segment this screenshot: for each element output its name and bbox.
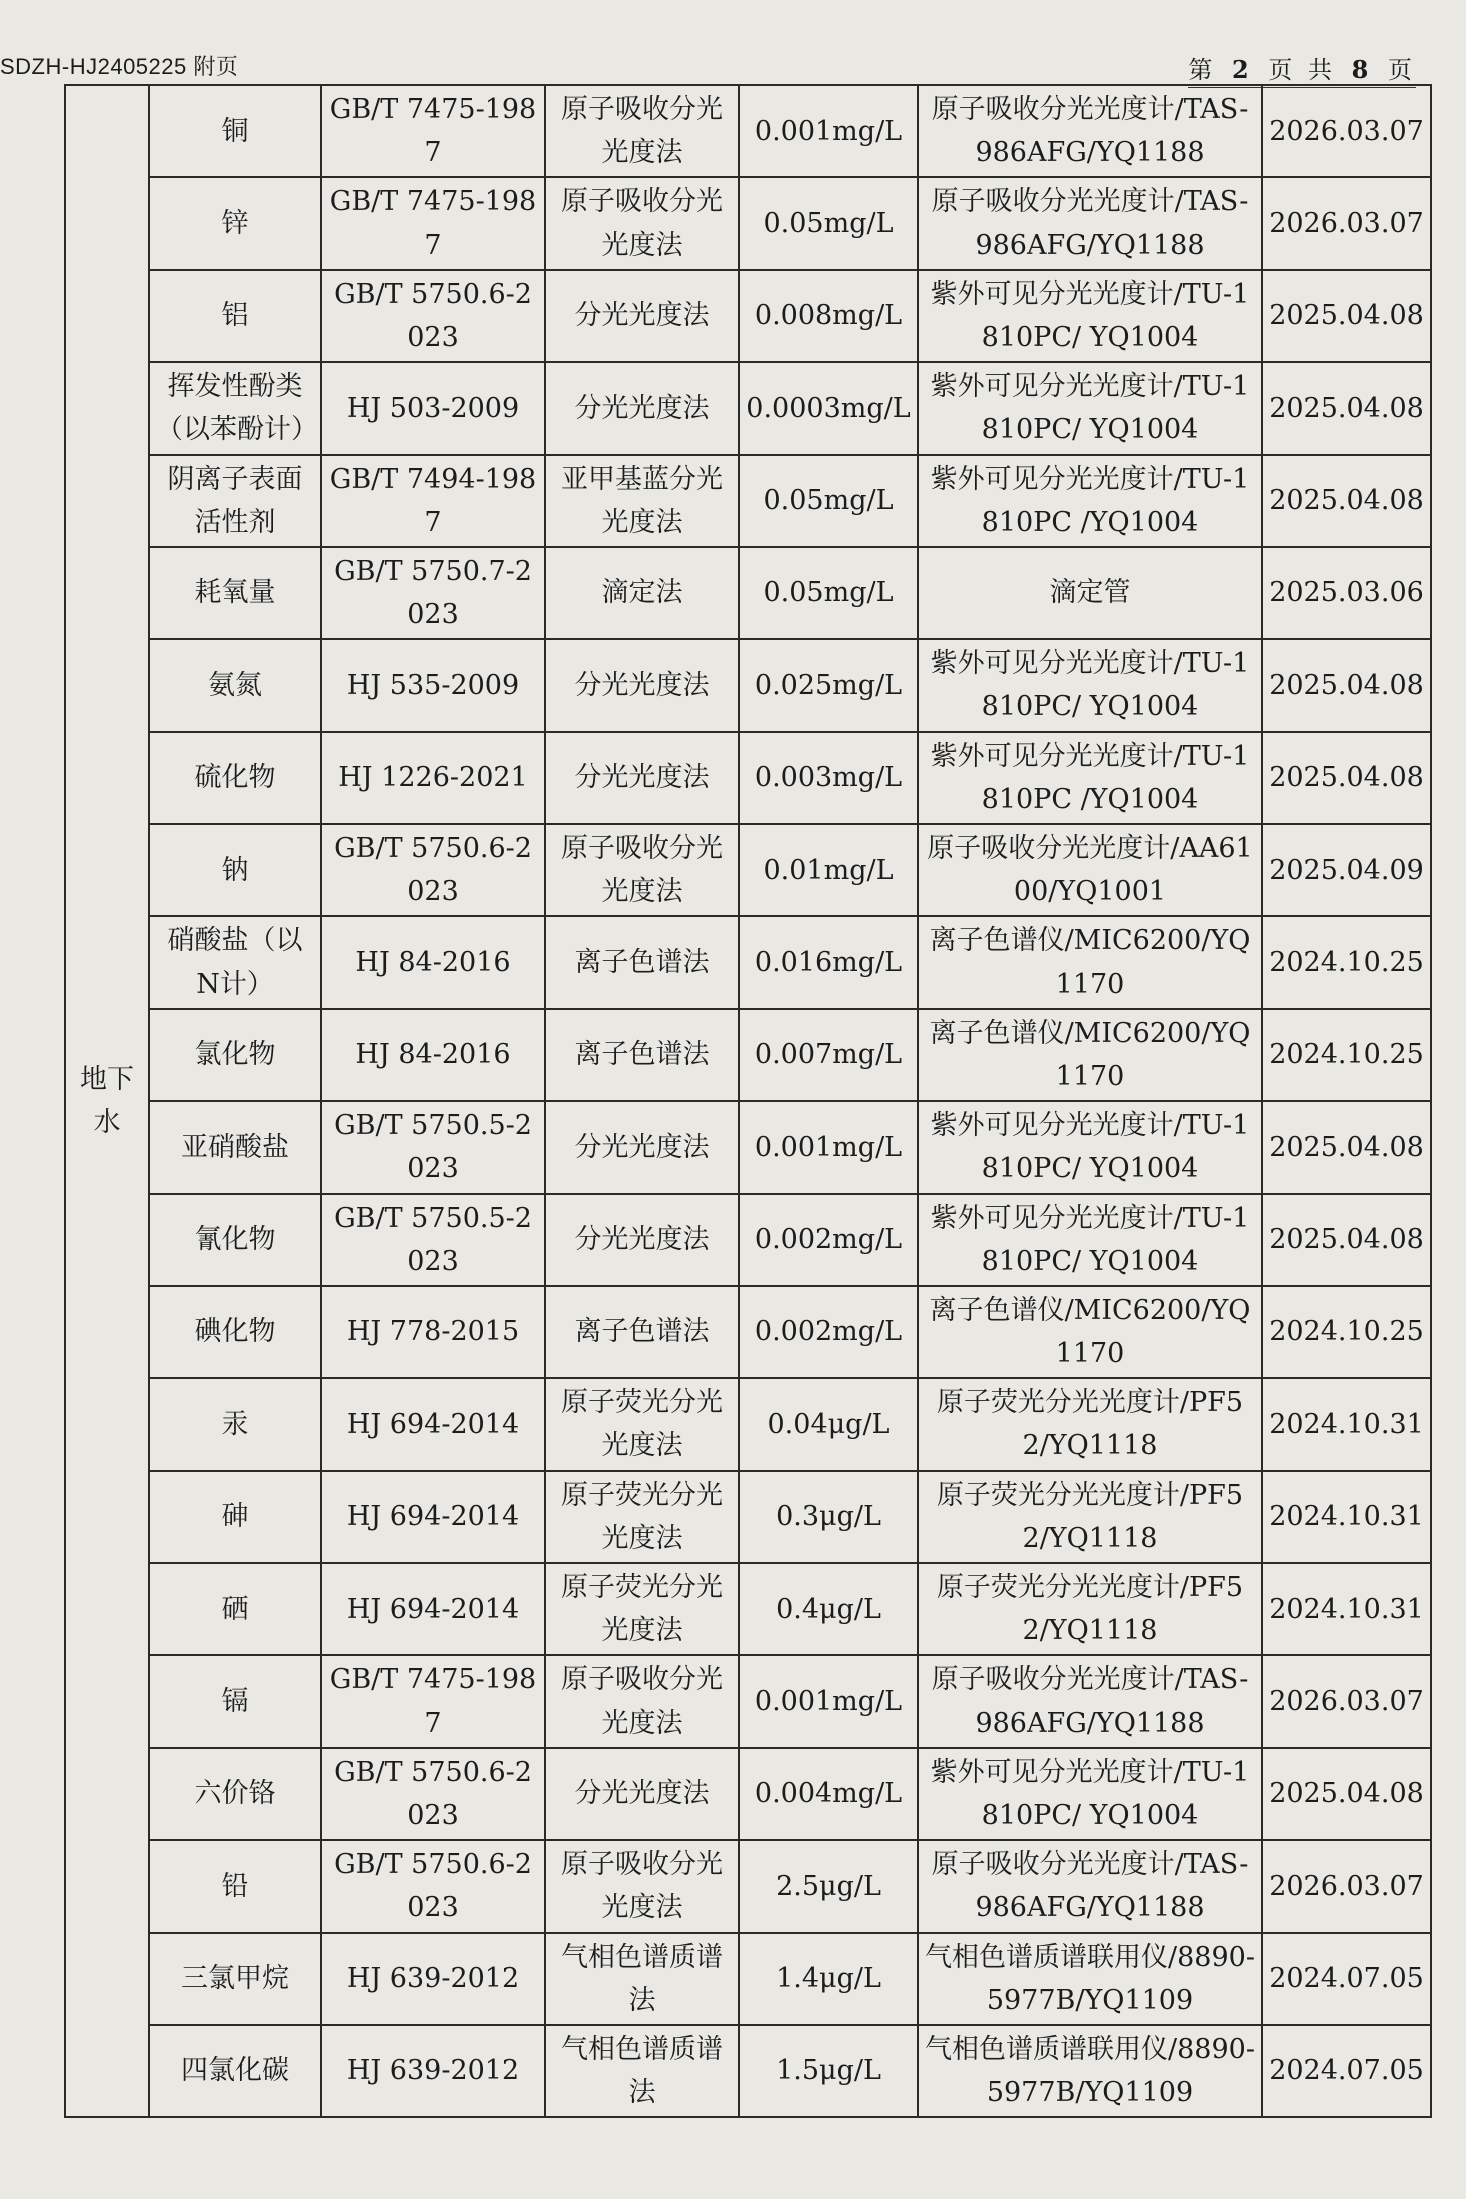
calibration-date-cell: 2025.04.08: [1262, 270, 1431, 362]
table-row: [65, 177, 1431, 269]
page-indicator: [1188, 50, 1416, 88]
item-cell: 三氯甲烷: [149, 1933, 321, 2025]
standard-cell: GB/T 5750.5-2023: [321, 1194, 545, 1286]
instrument-cell: 滴定管: [918, 547, 1262, 639]
table-row: [65, 455, 1431, 547]
instrument-cell: 气相色谱质谱联用仪/8890-5977B/YQ1109: [918, 1933, 1262, 2025]
detection-limit-cell: 0.001mg/L: [739, 1101, 918, 1193]
instrument-cell: 原子荧光分光光度计/PF52/YQ1118: [918, 1563, 1262, 1655]
method-cell: 原子吸收分光光度法: [545, 1655, 739, 1747]
instrument-cell: 紫外可见分光光度计/TU-1810PC/ YQ1004: [918, 362, 1262, 454]
calibration-date-cell: 2025.04.08: [1262, 1748, 1431, 1840]
method-cell: 气相色谱质谱法: [545, 1933, 739, 2025]
table-row: [65, 1748, 1431, 1840]
calibration-date-cell: 2026.03.07: [1262, 85, 1431, 177]
table-row: [65, 547, 1431, 639]
method-cell: 亚甲基蓝分光光度法: [545, 455, 739, 547]
item-cell: 氰化物: [149, 1194, 321, 1286]
standard-cell: GB/T 5750.6-2023: [321, 270, 545, 362]
test-method-table: [64, 84, 1432, 2118]
detection-limit-cell: 0.04μg/L: [739, 1378, 918, 1470]
method-cell: 分光光度法: [545, 270, 739, 362]
standard-cell: HJ 535-2009: [321, 639, 545, 731]
detection-limit-cell: 0.003mg/L: [739, 732, 918, 824]
detection-limit-cell: 0.007mg/L: [739, 1009, 918, 1101]
calibration-date-cell: 2025.04.08: [1262, 1194, 1431, 1286]
detection-limit-cell: 0.004mg/L: [739, 1748, 918, 1840]
item-cell: 氨氮: [149, 639, 321, 731]
item-cell: 耗氧量: [149, 547, 321, 639]
calibration-date-cell: 2024.07.05: [1262, 2025, 1431, 2117]
calibration-date-cell: 2026.03.07: [1262, 1655, 1431, 1747]
detection-limit-cell: 0.4μg/L: [739, 1563, 918, 1655]
item-cell: 铜: [149, 85, 321, 177]
instrument-cell: 紫外可见分光光度计/TU-1810PC /YQ1004: [918, 455, 1262, 547]
calibration-date-cell: 2025.03.06: [1262, 547, 1431, 639]
item-cell: 六价铬: [149, 1748, 321, 1840]
table-row: [65, 1286, 1431, 1378]
table-row: [65, 2025, 1431, 2117]
standard-cell: GB/T 5750.7-2023: [321, 547, 545, 639]
document-id: SDZH-HJ2405225 附页: [0, 54, 239, 79]
detection-limit-cell: 0.05mg/L: [739, 547, 918, 639]
instrument-cell: 紫外可见分光光度计/TU-1810PC/ YQ1004: [918, 270, 1262, 362]
standard-cell: HJ 694-2014: [321, 1471, 545, 1563]
calibration-date-cell: 2026.03.07: [1262, 177, 1431, 269]
instrument-cell: 原子吸收分光光度计/TAS-986AFG/YQ1188: [918, 1840, 1262, 1932]
method-cell: 原子吸收分光光度法: [545, 177, 739, 269]
standard-cell: GB/T 7475-1987: [321, 85, 545, 177]
table-row: [65, 1840, 1431, 1932]
table-row: [65, 1655, 1431, 1747]
instrument-cell: 原子荧光分光光度计/PF52/YQ1118: [918, 1471, 1262, 1563]
instrument-cell: 离子色谱仪/MIC6200/YQ1170: [918, 1009, 1262, 1101]
instrument-cell: 紫外可见分光光度计/TU-1810PC/ YQ1004: [918, 1194, 1262, 1286]
calibration-date-cell: 2025.04.08: [1262, 732, 1431, 824]
detection-limit-cell: 0.0003mg/L: [739, 362, 918, 454]
calibration-date-cell: 2024.10.25: [1262, 1009, 1431, 1101]
table-row: [65, 85, 1431, 177]
item-cell: 阴离子表面活性剂: [149, 455, 321, 547]
instrument-cell: 紫外可见分光光度计/TU-1810PC /YQ1004: [918, 732, 1262, 824]
item-cell: 镉: [149, 1655, 321, 1747]
method-cell: 原子荧光分光光度法: [545, 1471, 739, 1563]
item-cell: 四氯化碳: [149, 2025, 321, 2117]
table-row: [65, 362, 1431, 454]
table-row: [65, 824, 1431, 916]
item-cell: 硫化物: [149, 732, 321, 824]
detection-limit-cell: 0.05mg/L: [739, 177, 918, 269]
instrument-cell: 离子色谱仪/MIC6200/YQ1170: [918, 1286, 1262, 1378]
standard-cell: GB/T 7494-1987: [321, 455, 545, 547]
instrument-cell: 原子吸收分光光度计/TAS-986AFG/YQ1188: [918, 1655, 1262, 1747]
page-number: 2: [1232, 55, 1253, 84]
method-cell: 滴定法: [545, 547, 739, 639]
method-cell: 原子吸收分光光度法: [545, 824, 739, 916]
method-cell: 分光光度法: [545, 1748, 739, 1840]
item-cell: 氯化物: [149, 1009, 321, 1101]
item-cell: 铅: [149, 1840, 321, 1932]
table-row: [65, 1471, 1431, 1563]
page-suffix: 页: [1388, 56, 1416, 84]
calibration-date-cell: 2025.04.08: [1262, 639, 1431, 731]
calibration-date-cell: 2025.04.08: [1262, 1101, 1431, 1193]
standard-cell: GB/T 7475-1987: [321, 1655, 545, 1747]
detection-limit-cell: 0.01mg/L: [739, 824, 918, 916]
detection-limit-cell: 0.05mg/L: [739, 455, 918, 547]
detection-limit-cell: 0.008mg/L: [739, 270, 918, 362]
standard-cell: GB/T 7475-1987: [321, 177, 545, 269]
calibration-date-cell: 2025.04.09: [1262, 824, 1431, 916]
detection-limit-cell: 0.002mg/L: [739, 1286, 918, 1378]
method-cell: 离子色谱法: [545, 1286, 739, 1378]
instrument-cell: 原子吸收分光光度计/AA6100/YQ1001: [918, 824, 1262, 916]
detection-limit-cell: 2.5μg/L: [739, 1840, 918, 1932]
table-row: [65, 1101, 1431, 1193]
detection-limit-cell: 0.016mg/L: [739, 916, 918, 1008]
table-row: [65, 916, 1431, 1008]
instrument-cell: 原子吸收分光光度计/TAS-986AFG/YQ1188: [918, 177, 1262, 269]
method-cell: 分光光度法: [545, 639, 739, 731]
instrument-cell: 原子荧光分光光度计/PF52/YQ1118: [918, 1378, 1262, 1470]
detection-limit-cell: 0.002mg/L: [739, 1194, 918, 1286]
method-cell: 分光光度法: [545, 1194, 739, 1286]
page-prefix: 第: [1188, 56, 1217, 84]
standard-cell: HJ 1226-2021: [321, 732, 545, 824]
item-cell: 砷: [149, 1471, 321, 1563]
calibration-date-cell: 2024.10.25: [1262, 916, 1431, 1008]
method-cell: 原子荧光分光光度法: [545, 1378, 739, 1470]
detection-limit-cell: 0.001mg/L: [739, 85, 918, 177]
calibration-date-cell: 2026.03.07: [1262, 1840, 1431, 1932]
category-cell: 地下水: [65, 85, 149, 2117]
item-cell: 硒: [149, 1563, 321, 1655]
item-cell: 碘化物: [149, 1286, 321, 1378]
detection-limit-cell: 1.4μg/L: [739, 1933, 918, 2025]
method-cell: 气相色谱质谱法: [545, 2025, 739, 2117]
standard-cell: HJ 84-2016: [321, 916, 545, 1008]
calibration-date-cell: 2024.10.25: [1262, 1286, 1431, 1378]
calibration-date-cell: 2024.10.31: [1262, 1378, 1431, 1470]
instrument-cell: 紫外可见分光光度计/TU-1810PC/ YQ1004: [918, 1748, 1262, 1840]
standard-cell: GB/T 5750.6-2023: [321, 824, 545, 916]
detection-limit-cell: 1.5μg/L: [739, 2025, 918, 2117]
table-row: [65, 1009, 1431, 1101]
standard-cell: HJ 639-2012: [321, 1933, 545, 2025]
calibration-date-cell: 2024.10.31: [1262, 1563, 1431, 1655]
table-row: [65, 1563, 1431, 1655]
instrument-cell: 紫外可见分光光度计/TU-1810PC/ YQ1004: [918, 639, 1262, 731]
item-cell: 挥发性酚类（以苯酚计）: [149, 362, 321, 454]
item-cell: 汞: [149, 1378, 321, 1470]
item-cell: 钠: [149, 824, 321, 916]
method-cell: 分光光度法: [545, 1101, 739, 1193]
standard-cell: HJ 503-2009: [321, 362, 545, 454]
calibration-date-cell: 2024.07.05: [1262, 1933, 1431, 2025]
page-total: 8: [1351, 55, 1373, 84]
calibration-date-cell: 2025.04.08: [1262, 455, 1431, 547]
table-row: [65, 1933, 1431, 2025]
method-cell: 分光光度法: [545, 362, 739, 454]
item-cell: 铝: [149, 270, 321, 362]
method-cell: 离子色谱法: [545, 916, 739, 1008]
calibration-date-cell: 2025.04.08: [1262, 362, 1431, 454]
item-cell: 亚硝酸盐: [149, 1101, 321, 1193]
detection-limit-cell: 0.001mg/L: [739, 1655, 918, 1747]
method-cell: 原子吸收分光光度法: [545, 1840, 739, 1932]
table-row: [65, 732, 1431, 824]
item-cell: 硝酸盐（以N计）: [149, 916, 321, 1008]
method-cell: 原子荧光分光光度法: [545, 1563, 739, 1655]
table-row: [65, 1194, 1431, 1286]
detection-limit-cell: 0.025mg/L: [739, 639, 918, 731]
table-row: [65, 270, 1431, 362]
method-cell: 离子色谱法: [545, 1009, 739, 1101]
page-mid: 页 共: [1268, 56, 1337, 84]
item-cell: 锌: [149, 177, 321, 269]
standard-cell: HJ 778-2015: [321, 1286, 545, 1378]
instrument-cell: 气相色谱质谱联用仪/8890-5977B/YQ1109: [918, 2025, 1262, 2117]
standard-cell: HJ 694-2014: [321, 1378, 545, 1470]
instrument-cell: 紫外可见分光光度计/TU-1810PC/ YQ1004: [918, 1101, 1262, 1193]
table-row: [65, 1378, 1431, 1470]
standard-cell: GB/T 5750.5-2023: [321, 1101, 545, 1193]
method-cell: 原子吸收分光光度法: [545, 85, 739, 177]
standard-cell: HJ 694-2014: [321, 1563, 545, 1655]
method-cell: 分光光度法: [545, 732, 739, 824]
calibration-date-cell: 2024.10.31: [1262, 1471, 1431, 1563]
instrument-cell: 离子色谱仪/MIC6200/YQ1170: [918, 916, 1262, 1008]
table-row: [65, 639, 1431, 731]
standard-cell: GB/T 5750.6-2023: [321, 1840, 545, 1932]
standard-cell: HJ 639-2012: [321, 2025, 545, 2117]
detection-limit-cell: 0.3μg/L: [739, 1471, 918, 1563]
standard-cell: HJ 84-2016: [321, 1009, 545, 1101]
instrument-cell: 原子吸收分光光度计/TAS-986AFG/YQ1188: [918, 85, 1262, 177]
standard-cell: GB/T 5750.6-2023: [321, 1748, 545, 1840]
